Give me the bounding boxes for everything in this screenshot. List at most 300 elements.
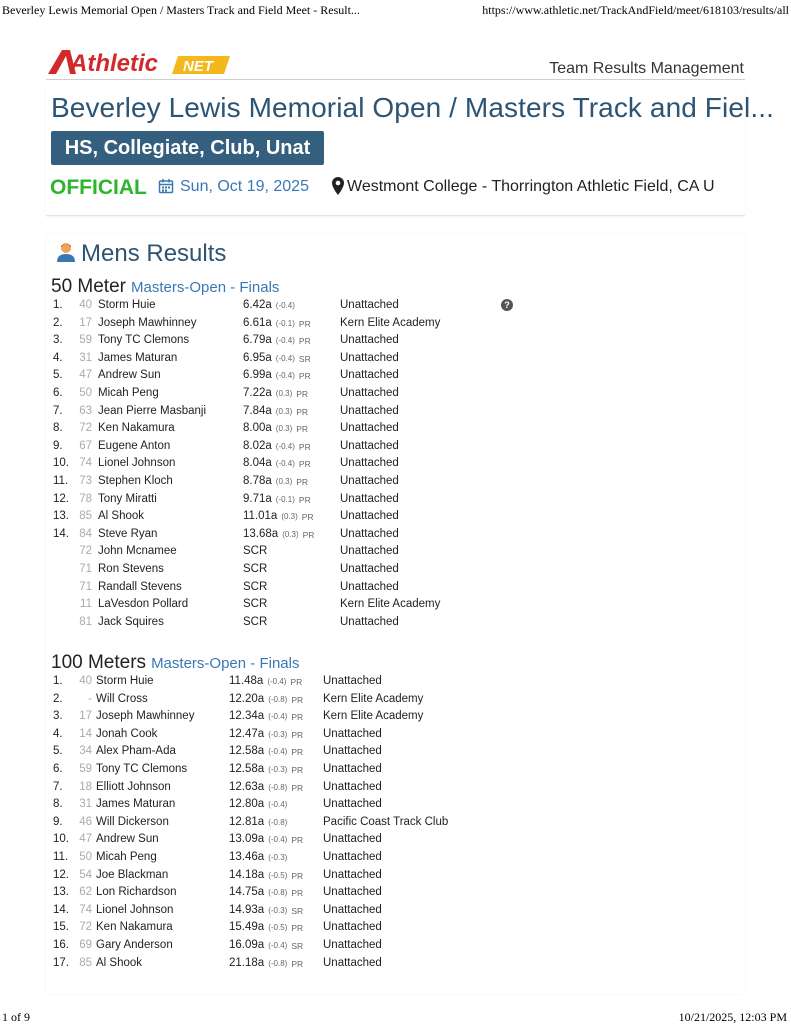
result-row <box>46 403 745 421</box>
result-wind: (-0.5) <box>268 923 288 933</box>
result-wind: (-0.4) <box>275 371 295 381</box>
team-name-link[interactable]: Kern Elite Academy <box>340 598 441 611</box>
result-row <box>46 614 745 632</box>
result-wind: (0.3) <box>275 424 293 434</box>
result-place: 10. <box>53 833 69 846</box>
athlete-name-link[interactable]: Tony TC Clemons <box>98 334 190 347</box>
result-row <box>46 708 745 726</box>
result-age: 71 <box>79 563 92 575</box>
team-name-link[interactable]: Unattached <box>340 510 399 523</box>
result-mark-link[interactable]: 8.02a <box>243 439 272 452</box>
team-name-link[interactable]: Unattached <box>340 439 399 452</box>
result-wind: (-0.1) <box>275 494 295 504</box>
result-place: 8. <box>53 798 63 811</box>
result-record-tag: PR <box>298 459 311 470</box>
print-page-url: https://www.athletic.net/TrackAndField/meet/618103/results/all <box>482 3 789 17</box>
result-mark-link[interactable]: 6.61a <box>243 316 272 329</box>
athlete-name-link[interactable]: LaVesdon Pollard <box>98 598 189 611</box>
result-mark-link[interactable]: 8.00a <box>243 422 272 435</box>
team-name-link[interactable]: Unattached <box>323 798 382 811</box>
result-mark-link[interactable]: 12.47a <box>229 727 265 740</box>
team-name-link[interactable]: Unattached <box>340 492 399 505</box>
result-record-tag: PR <box>291 747 304 758</box>
calendar-icon <box>158 178 174 194</box>
athlete-name-link[interactable]: Ken Nakamura <box>96 921 173 934</box>
result-mark-link[interactable]: 14.75a <box>229 886 265 899</box>
result-record-tag: PR <box>296 424 309 435</box>
result-age: 74 <box>79 903 92 916</box>
team-name-link[interactable]: Unattached <box>340 422 399 435</box>
result-wind: (-0.4) <box>268 800 288 810</box>
result-mark-link[interactable]: 13.46a <box>229 851 265 863</box>
result-record-tag: SR <box>298 353 311 364</box>
result-mark-link[interactable]: 14.18a <box>229 868 265 881</box>
result-age: 63 <box>79 404 92 417</box>
athlete-name-link[interactable]: Randall Stevens <box>98 580 182 593</box>
result-row <box>46 673 745 691</box>
result-record-tag: PR <box>298 336 311 347</box>
result-row <box>46 315 745 333</box>
result-place: 16. <box>53 939 69 951</box>
result-mark-link[interactable]: 7.22a <box>243 387 272 399</box>
logo-icon <box>46 46 232 78</box>
result-record-tag: PR <box>296 389 309 399</box>
result-age: 17 <box>79 710 92 723</box>
result-mark-link[interactable]: 6.79a <box>243 334 272 347</box>
result-row <box>46 796 745 814</box>
result-place: 3. <box>53 710 63 723</box>
result-mark-link[interactable]: SCR <box>243 545 268 558</box>
result-age: 31 <box>79 798 92 811</box>
team-name-link[interactable]: Unattached <box>340 615 399 628</box>
result-record-tag: SR <box>291 941 304 951</box>
map-marker-icon <box>332 177 344 195</box>
logo-text-main: Athletic <box>70 50 159 77</box>
result-record-tag: PR <box>291 765 304 775</box>
result-mark-link[interactable]: SCR <box>243 563 268 575</box>
result-age: 18 <box>79 780 92 793</box>
athlete-name-link[interactable]: Joe Blackman <box>96 868 169 881</box>
athlete-name-link[interactable]: Al Shook <box>96 956 143 969</box>
results-card <box>46 234 745 994</box>
result-age: 74 <box>79 457 92 470</box>
result-age: 67 <box>79 439 92 452</box>
result-record-tag: PR <box>291 835 304 846</box>
page-count: 1 of 9 <box>2 1010 30 1024</box>
result-age: 84 <box>79 527 92 540</box>
athlete-name-link[interactable]: Jonah Cook <box>96 727 158 740</box>
result-wind: (0.3) <box>281 512 298 522</box>
athlete-name-link[interactable]: Lionel Johnson <box>96 903 174 916</box>
result-age: 11 <box>80 598 92 611</box>
result-mark-link[interactable]: SCR <box>243 615 268 628</box>
result-mark-link[interactable]: 6.95a <box>243 351 272 364</box>
result-row <box>46 491 745 509</box>
result-wind: (0.3) <box>275 477 293 486</box>
team-name-link[interactable]: Unattached <box>340 369 399 382</box>
athlete-name-link[interactable]: Will Cross <box>96 692 148 705</box>
result-age: 17 <box>79 316 92 329</box>
team-name-link[interactable]: Unattached <box>340 404 399 417</box>
result-row <box>46 579 745 597</box>
athlete-name-link[interactable]: Storm Huie <box>98 299 156 311</box>
team-name-link[interactable]: Unattached <box>323 886 382 899</box>
result-place: 13. <box>53 886 69 899</box>
team-name-link[interactable]: Unattached <box>323 763 382 775</box>
result-age: 72 <box>79 422 92 435</box>
result-mark-link[interactable]: 8.78a <box>243 475 272 487</box>
result-record-tag: PR <box>296 406 309 417</box>
result-record-tag: SR <box>291 905 304 916</box>
result-mark-link[interactable]: 12.81a <box>229 815 265 828</box>
result-mark-link[interactable]: SCR <box>243 580 268 593</box>
result-record-tag: PR <box>298 371 311 382</box>
result-place: 3. <box>53 334 63 347</box>
result-place: 7. <box>53 404 63 417</box>
result-age: 14 <box>79 727 92 740</box>
result-place: 9. <box>53 439 63 452</box>
result-place: 5. <box>53 745 63 758</box>
event-name: 50 Meter <box>51 276 126 297</box>
athlete-name-link[interactable]: Andrew Sun <box>96 833 159 846</box>
athlete-name-link[interactable]: Stephen Kloch <box>98 475 173 487</box>
print-header <box>0 0 791 20</box>
event-division-link[interactable]: Masters-Open <box>131 279 227 296</box>
team-name-link[interactable]: Unattached <box>340 527 399 540</box>
result-record-tag: PR <box>291 888 304 899</box>
result-mark-link[interactable]: 14.93a <box>229 903 265 916</box>
result-row <box>46 561 745 579</box>
event-division-link[interactable]: Masters-Open <box>151 655 247 672</box>
team-name-link[interactable]: Unattached <box>340 299 399 311</box>
team-name-link[interactable]: Unattached <box>323 780 382 793</box>
team-name-link[interactable]: Kern Elite Academy <box>323 692 424 705</box>
team-name-link[interactable]: Unattached <box>340 475 399 487</box>
result-age: 54 <box>79 868 92 881</box>
result-wind: (-0.3) <box>268 729 288 739</box>
result-wind: (-0.4) <box>275 301 295 310</box>
result-age: 72 <box>79 921 92 934</box>
result-row <box>46 297 745 315</box>
result-mark-link[interactable]: 11.48a <box>229 675 264 687</box>
result-record-tag: PR <box>291 782 304 793</box>
team-name-link[interactable]: Kern Elite Academy <box>323 710 424 723</box>
team-name-link[interactable]: Unattached <box>323 868 382 881</box>
result-wind: (-0.4) <box>275 353 295 363</box>
athlete-name-link[interactable]: Lionel Johnson <box>98 457 176 470</box>
result-row <box>46 691 745 709</box>
result-row <box>46 814 745 832</box>
result-age: 34 <box>79 745 92 758</box>
result-age: 50 <box>79 851 92 863</box>
result-record-tag: PR <box>291 729 304 740</box>
result-place: 6. <box>53 387 63 399</box>
result-row <box>46 779 745 797</box>
result-row <box>46 420 745 438</box>
result-age: 81 <box>79 615 92 628</box>
result-mark-link[interactable]: 12.58a <box>229 763 265 775</box>
result-wind: (-0.4) <box>267 677 287 686</box>
result-record-tag: PR <box>301 512 314 523</box>
result-mark-link[interactable]: 12.80a <box>229 798 265 811</box>
team-results-management-link[interactable]: Team Results Management <box>549 60 744 77</box>
team-name-link[interactable]: Unattached <box>323 675 382 687</box>
athlete-name-link[interactable]: Joseph Mawhinney <box>98 316 197 329</box>
athlete-name-link[interactable]: Al Shook <box>98 510 145 523</box>
team-name-link[interactable]: Unattached <box>340 387 399 399</box>
team-name-link[interactable]: Unattached <box>340 334 399 347</box>
result-record-tag: PR <box>290 677 303 687</box>
result-wind: (-0.4) <box>268 835 288 845</box>
athlete-name-link[interactable]: Gary Anderson <box>96 939 173 951</box>
result-place: 17. <box>53 956 69 969</box>
athlete-name-link[interactable]: Lon Richardson <box>96 886 177 899</box>
result-wind: (-0.4) <box>275 336 295 346</box>
team-name-link[interactable]: Unattached <box>340 545 399 558</box>
athlete-name-link[interactable]: Jack Squires <box>98 615 164 628</box>
result-wind: (-0.8) <box>268 817 288 827</box>
result-place: 1. <box>53 675 63 687</box>
result-age: 46 <box>79 815 92 828</box>
result-row <box>46 473 745 491</box>
result-record-tag: PR <box>298 494 311 505</box>
result-place: 9. <box>53 815 63 828</box>
athlete-name-link[interactable]: James Maturan <box>96 798 176 811</box>
result-row <box>46 831 745 849</box>
athlete-name-link[interactable]: Andrew Sun <box>98 369 161 382</box>
result-mark-link[interactable]: 13.09a <box>229 833 265 846</box>
result-age: 59 <box>79 334 92 347</box>
svg-text:?: ? <box>504 300 510 311</box>
result-row <box>46 849 745 867</box>
result-wind: (-0.3) <box>268 853 288 862</box>
result-record-tag: PR <box>298 318 311 329</box>
result-mark-link[interactable]: 12.20a <box>229 692 265 705</box>
result-wind: (-0.3) <box>268 765 288 774</box>
team-name-link[interactable]: Unattached <box>323 956 382 969</box>
result-wind: (-0.4) <box>275 441 295 451</box>
meet-date[interactable]: Sun, Oct 19, 2025 <box>180 178 309 195</box>
result-wind: (-0.4) <box>268 941 288 950</box>
athlete-name-link[interactable]: Jean Pierre Masbanji <box>98 404 207 417</box>
meet-info-card <box>46 82 774 216</box>
meet-location[interactable]: Westmont College - Thorrington Athletic Field, CA U <box>347 178 715 195</box>
result-mark-link[interactable]: 6.42a <box>243 299 272 311</box>
print-timestamp: 10/21/2025, 12:03 PM <box>678 1010 787 1024</box>
event-name: 100 Meters <box>51 652 147 673</box>
result-age: 69 <box>79 939 92 951</box>
result-wind: (-0.8) <box>268 958 288 968</box>
result-age: 47 <box>79 833 92 846</box>
result-row <box>46 455 745 473</box>
result-wind: (-0.1) <box>275 318 295 328</box>
meet-title: Beverley Lewis Memorial Open / Masters Track and Fiel... <box>51 92 774 123</box>
result-place: 8. <box>53 422 63 435</box>
result-place: 12. <box>53 868 69 881</box>
result-mark-link[interactable]: 11.01a <box>243 510 278 523</box>
athlete-name-link[interactable]: Joseph Mawhinney <box>96 710 195 723</box>
result-wind: (-0.4) <box>268 747 288 757</box>
result-record-tag: PR <box>296 477 309 487</box>
result-row <box>46 596 745 614</box>
team-name-link[interactable]: Unattached <box>323 833 382 846</box>
print-page-title: Beverley Lewis Memorial Open / Masters Track and Field Meet - Result... <box>2 3 360 17</box>
result-place: 15. <box>53 921 69 934</box>
team-name-link[interactable]: Unattached <box>323 939 382 951</box>
result-row <box>46 743 745 761</box>
result-record-tag: PR <box>291 958 304 969</box>
athlete-name-link[interactable]: Tony TC Clemons <box>96 763 188 775</box>
result-record-tag: PR <box>298 441 311 452</box>
result-age: 62 <box>79 886 92 899</box>
athlete-name-link[interactable]: Ken Nakamura <box>98 422 175 435</box>
result-wind: (0.3) <box>282 529 299 539</box>
print-footer <box>0 1008 791 1024</box>
athlete-name-link[interactable]: Micah Peng <box>98 387 159 399</box>
result-age: 72 <box>79 545 92 558</box>
result-place: 5. <box>53 369 63 382</box>
result-mark-link[interactable]: 6.99a <box>243 369 272 382</box>
result-row <box>46 543 745 561</box>
section-title: Mens Results <box>81 240 227 267</box>
result-mark-link[interactable]: 21.18a <box>229 956 265 969</box>
result-mark-link[interactable]: 15.49a <box>229 921 265 934</box>
result-age: 50 <box>79 387 92 399</box>
result-place: 4. <box>53 351 63 364</box>
result-row <box>46 508 745 526</box>
team-name-link[interactable]: Unattached <box>340 580 399 593</box>
result-age: 40 <box>79 299 92 311</box>
result-wind: (0.3) <box>275 406 293 416</box>
result-place: 7. <box>53 780 63 793</box>
team-name-link[interactable]: Unattached <box>323 921 382 934</box>
result-age: 85 <box>79 510 92 523</box>
team-name-link[interactable]: Unattached <box>340 457 399 470</box>
result-row <box>46 438 745 456</box>
team-name-link[interactable]: Unattached <box>340 563 399 575</box>
result-row <box>46 726 745 744</box>
result-row <box>46 367 745 385</box>
result-row <box>46 919 745 937</box>
result-record-tag: PR <box>291 923 304 934</box>
event-round-separator: - <box>226 279 240 296</box>
result-wind: (0.3) <box>275 389 293 398</box>
event-header <box>51 652 299 674</box>
result-place: 2. <box>53 316 63 329</box>
result-row <box>46 761 745 779</box>
result-mark-link[interactable]: 12.58a <box>229 745 265 758</box>
result-age: 31 <box>79 351 92 364</box>
athlete-name-link[interactable]: Eugene Anton <box>98 439 171 452</box>
result-age: 73 <box>79 475 92 487</box>
result-row <box>46 955 745 973</box>
result-record-tag: PR <box>302 529 315 540</box>
athlete-name-link[interactable]: Elliott Johnson <box>96 780 171 793</box>
result-mark-link[interactable]: 12.63a <box>229 780 265 793</box>
result-place: 14. <box>53 527 69 540</box>
header-divider <box>46 79 745 80</box>
result-wind: (-0.4) <box>275 459 295 469</box>
division-badge[interactable]: HS, Collegiate, Club, Unat <box>51 131 324 165</box>
result-wind: (-0.4) <box>268 712 288 722</box>
athlete-name-link[interactable]: Alex Pham-Ada <box>96 745 176 758</box>
male-athlete-icon <box>56 242 76 262</box>
result-age: - <box>88 692 92 705</box>
result-age: 59 <box>79 763 92 775</box>
athlete-name-link[interactable]: Tony Miratti <box>98 492 157 505</box>
athlete-name-link[interactable]: Will Dickerson <box>96 815 169 828</box>
help-icon[interactable] <box>501 299 513 311</box>
team-name-link[interactable]: Unattached <box>323 903 382 916</box>
result-place: 10. <box>53 457 69 470</box>
athlete-name-link[interactable]: Ron Stevens <box>98 563 164 575</box>
event-round: Finals <box>239 279 280 296</box>
result-place: 12. <box>53 492 69 505</box>
athlete-name-link[interactable]: John Mcnamee <box>98 545 177 558</box>
result-age: 85 <box>79 956 92 969</box>
athlete-name-link[interactable]: Storm Huie <box>96 675 154 687</box>
team-name-link[interactable]: Unattached <box>323 745 382 758</box>
result-row <box>46 884 745 902</box>
result-record-tag: PR <box>291 712 304 723</box>
result-mark-link[interactable]: 7.84a <box>243 404 272 417</box>
event-header <box>51 276 279 298</box>
result-record-tag: PR <box>291 870 304 881</box>
result-age: 40 <box>79 675 92 687</box>
team-name-link[interactable]: Pacific Coast Track Club <box>323 815 449 828</box>
official-status: OFFICIAL <box>50 176 147 199</box>
result-place: 4. <box>53 727 63 740</box>
result-place: 14. <box>53 903 69 916</box>
result-wind: (-0.8) <box>268 782 288 792</box>
athlete-name-link[interactable]: Steve Ryan <box>98 527 158 540</box>
result-place: 13. <box>53 510 69 523</box>
result-row <box>46 526 745 544</box>
result-place: 2. <box>53 692 63 705</box>
result-row <box>46 937 745 955</box>
result-mark-link[interactable]: 12.34a <box>229 710 265 723</box>
result-place: 6. <box>53 763 63 775</box>
result-place: 11. <box>53 851 69 863</box>
result-wind: (-0.5) <box>268 870 288 880</box>
result-row <box>46 332 745 350</box>
team-name-link[interactable]: Unattached <box>323 727 382 740</box>
athlete-name-link[interactable]: James Maturan <box>98 351 178 364</box>
result-wind: (-0.8) <box>268 694 288 704</box>
result-row <box>46 867 745 885</box>
result-mark-link[interactable]: SCR <box>243 598 268 611</box>
result-place: 11. <box>53 475 69 487</box>
team-name-link[interactable]: Unattached <box>340 351 399 364</box>
result-age: 78 <box>79 492 92 505</box>
result-row <box>46 902 745 920</box>
athlete-name-link[interactable]: Micah Peng <box>96 851 157 863</box>
result-age: 47 <box>79 369 92 382</box>
result-row <box>46 350 745 368</box>
event-round: Finals <box>259 655 300 672</box>
result-wind: (-0.3) <box>268 905 288 915</box>
result-mark-link[interactable]: 13.68a <box>243 527 279 540</box>
athletic-net-logo[interactable] <box>46 46 232 78</box>
team-name-link[interactable]: Unattached <box>323 851 382 863</box>
result-place: 1. <box>53 299 63 311</box>
event-round-separator: - <box>246 655 260 672</box>
result-wind: (-0.8) <box>268 888 288 898</box>
result-mark-link[interactable]: 8.04a <box>243 457 272 470</box>
result-mark-link[interactable]: 16.09a <box>229 939 265 951</box>
result-mark-link[interactable]: 9.71a <box>243 492 272 505</box>
team-name-link[interactable]: Kern Elite Academy <box>340 316 441 329</box>
